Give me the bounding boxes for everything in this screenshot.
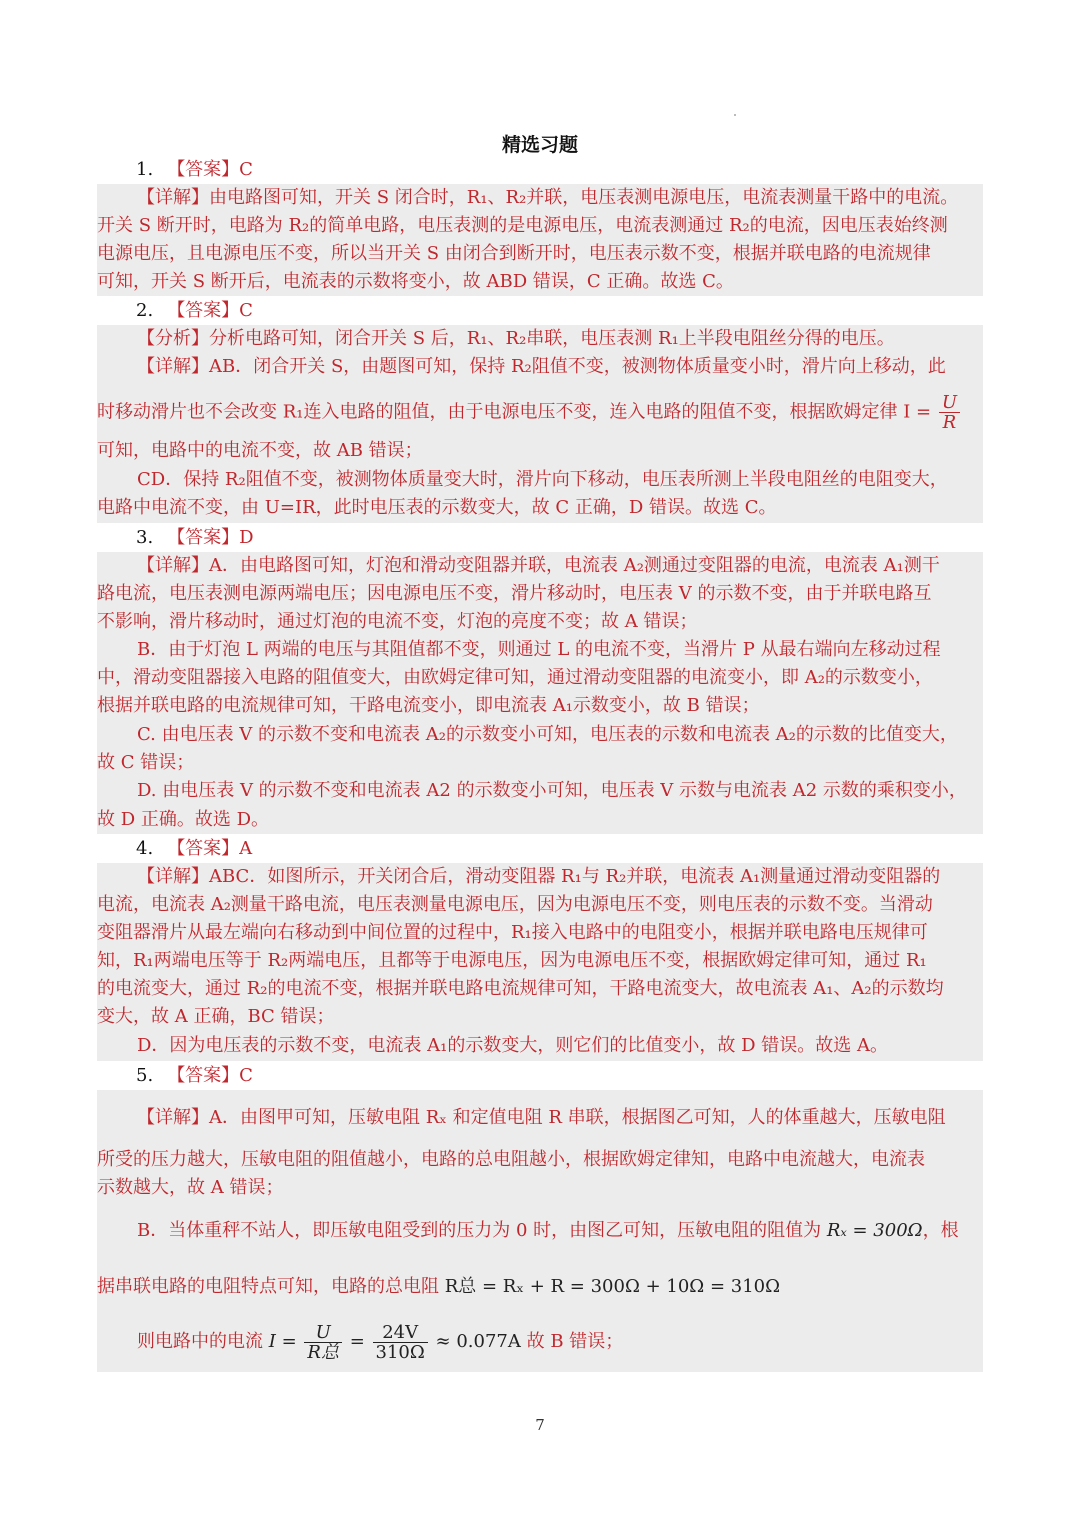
text-line-with-math <box>97 1273 780 1301</box>
text-line: 故 D 正确。故选 D。 <box>97 809 270 830</box>
question-number: 3. <box>136 527 154 548</box>
text-line: 变大，故 A 正确，BC 错误； <box>97 1006 335 1027</box>
analysis-line: 【分析】分析电路可知，闭合开关 S 后，R₁、R₂串联，电压表测 R₁上半段电阻丝分得的电压。 <box>137 328 895 349</box>
text-line-with-fraction <box>97 392 962 433</box>
math-expression: I = <box>268 1331 297 1352</box>
text-line: CD．保持 R₂阻值不变，被测物体质量变大时，滑片向下移动，电压表所测上半段电阻丝的电阻变大， <box>137 469 948 490</box>
fraction-numerator: U <box>304 1323 342 1343</box>
text-line: 电路中电流不变，由 U=IR，此时电压表的示数变大，故 C 正确，D 错误。故选 C。 <box>97 497 777 518</box>
text-line: 【详解】AB．闭合开关 S，由题图可知，保持 R₂阻值不变，被测物体质量变小时，滑片向上移动，此 <box>137 356 946 377</box>
fraction-denominator: R <box>942 412 957 433</box>
text-line: D. 由电压表 V 的示数不变和电流表 A2 的示数变小可知，电压表 V 示数与电流表 A2 示数的乘积变小， <box>137 780 967 801</box>
text-line: 变阻器滑片从最左端向右移动到中间位置的过程中，R₁接入电路中的电阻变小，根据并联电路电压规律可 <box>97 922 928 943</box>
ohm-fraction <box>939 393 960 432</box>
text-line: 【详解】A．由图甲可知，压敏电阻 Rₓ 和定值电阻 R 串联，根据图乙可知，人的体重越大，压敏电阻 <box>137 1107 946 1128</box>
text-line: C. 由电压表 V 的示数不变和电流表 A₂的示数变小可知，电压表的示数和电流表 A₂的示数的比值变大， <box>137 724 958 745</box>
fraction-numerator: 24V <box>373 1323 428 1343</box>
text-line: 根据并联电路的电流规律可知，干路电流变小，即电流表 A₁示数变小，故 B 错误； <box>97 695 760 716</box>
text-line: D．因为电压表的示数不变，电流表 A₁的示数变大，则它们的比值变小，故 D 错误。故选 A。 <box>137 1035 888 1056</box>
explanation-block-2 <box>97 325 983 523</box>
answer-text: 【答案】A <box>167 838 253 859</box>
text-line: 的电流变大，通过 R₂的电流不变，根据并联电路电流规律可知，干路电流变大，故电流表 A₁、A₂的示数均 <box>97 978 944 999</box>
current-fraction <box>304 1323 342 1362</box>
explanation-block-5 <box>97 1090 983 1372</box>
explanation-block-4 <box>97 863 983 1061</box>
text-line: 时移动滑片也不会改变 R₁连入电路的阻值，由于电源电压不变，连入电路的阻值不变，根据欧姆定律 I = <box>97 401 932 423</box>
answer-text: 【答案】C <box>167 159 253 180</box>
text-line: 中，滑动变阻器接入电路的阻值变大，由欧姆定律可知，通过滑动变阻器的电流变小，即 A₂的示数变小， <box>97 667 933 688</box>
answer-2 <box>136 298 253 324</box>
question-number: 2. <box>136 300 154 321</box>
math-expression: ≈ 0.077A <box>435 1331 521 1352</box>
question-number: 4. <box>136 838 154 859</box>
value-fraction <box>373 1323 428 1362</box>
page-title: 精选习题 <box>501 134 578 156</box>
text-line: 【详解】A．由电路图可知，灯泡和滑动变阻器并联，电流表 A₂测通过变阻器的电流，电流表 A₁测干 <box>137 555 940 576</box>
answer-text: 【答案】D <box>167 527 254 548</box>
text-line: 示数越大，故 A 错误； <box>97 1177 284 1198</box>
text-segment: 故 B 错误； <box>520 1331 624 1352</box>
answer-1 <box>136 157 253 183</box>
text-line: 电流，电流表 A₂测量干路电流，电压表测量电源电压，因为电源电压不变，则电压表的示数不变。当滑动 <box>97 894 933 915</box>
page-number: 7 <box>535 1416 545 1434</box>
text-segment: 则电路中的电流 <box>137 1331 269 1352</box>
text-line-with-fractions <box>137 1318 623 1366</box>
explanation-block-1 <box>97 184 983 296</box>
text-line: 路电流，电压表测电源两端电压；因电源电压不变，滑片移动时，电压表 V 的示数不变，由于并联电路互 <box>97 583 932 604</box>
text-line: 不影响，滑片移动时，通过灯泡的电流不变，灯泡的亮度不变；故 A 错误； <box>97 611 698 632</box>
math-expression: = <box>349 1331 365 1352</box>
text-line: 开关 S 断开时，电路为 R₂的简单电路，电压表测的是电源电压，电流表测通过 R₂的电流，因电压表始终测 <box>97 215 948 236</box>
text-segment: ，根 <box>922 1220 959 1241</box>
answer-4 <box>136 836 252 862</box>
text-line: 所受的压力越大，压敏电阻的阻值越小，电路的总电阻越小，根据欧姆定律知，电路中电流越大，电流表 <box>97 1149 925 1170</box>
explanation-block-3 <box>97 552 983 834</box>
fraction-denominator: R总 <box>307 1341 339 1363</box>
answer-5 <box>136 1063 253 1089</box>
text-line: 故 C 错误； <box>97 752 195 773</box>
answer-3 <box>136 525 254 551</box>
text-line: 可知，电路中的电流不变，故 AB 错误； <box>97 440 423 461</box>
text-line: 知，R₁两端电压等于 R₂两端电压，且都等于电源电压，因为电源电压不变，根据欧姆定律可知，通过 R₁ <box>97 950 927 971</box>
text-line: 电源电压，且电源电压不变，所以当开关 S 由闭合到断开时，电压表示数不变，根据并联电路的电流规律 <box>97 243 931 264</box>
question-number: 1. <box>136 159 154 180</box>
text-line: 可知，开关 S 断开后，电流表的示数将变小，故 ABD 错误，C 正确。故选 C。 <box>97 271 734 292</box>
math-expression: R总 = Rₓ + R = 300Ω + 10Ω = 310Ω <box>444 1276 781 1297</box>
answer-text: 【答案】C <box>167 300 253 321</box>
math-expression: Rₓ = 300Ω <box>826 1220 923 1241</box>
question-number: 5. <box>136 1065 154 1086</box>
text-line: 【详解】由电路图可知，开关 S 闭合时，R₁、R₂并联，电压表测电源电压，电流表测量干路中的电流。 <box>137 187 959 208</box>
answer-text: 【答案】C <box>167 1065 253 1086</box>
fraction-denominator: 310Ω <box>375 1341 425 1363</box>
fraction-numerator: U <box>939 393 960 413</box>
text-line-with-math <box>137 1217 959 1245</box>
text-line: B．由于灯泡 L 两端的电压与其阻值都不变，则通过 L 的电流不变，当滑片 P 从最右端向左移动过程 <box>137 639 941 660</box>
text-segment: B．当体重秤不站人，即压敏电阻受到的压力为 0 时，由图乙可知，压敏电阻的阻值为 <box>137 1220 827 1241</box>
text-line: 【详解】ABC．如图所示，开关闭合后，滑动变阻器 R₁与 R₂并联，电流表 A₁测量通过滑动变阻器的 <box>137 866 941 887</box>
text-segment: 据串联电路的电阻特点可知，电路的总电阻 <box>97 1276 445 1297</box>
scan-speck <box>734 114 736 116</box>
